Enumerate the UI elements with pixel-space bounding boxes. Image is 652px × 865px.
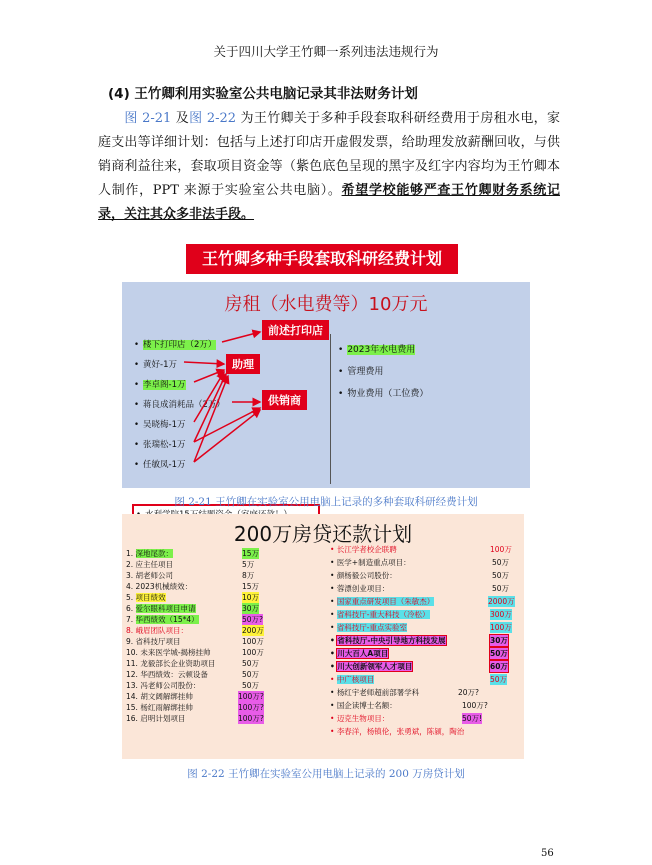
plan-row: • 国家重点研发项目（朱敏杰）	[330, 597, 435, 606]
plan-amount: 5万	[242, 560, 255, 569]
plan-amount: 20万?	[458, 688, 480, 697]
figure1-item: • 吴晓梅-1万	[134, 420, 186, 430]
plan-amount: 50万	[492, 558, 510, 567]
plan-row: • 省科技厅-重大科技（冷松）	[330, 610, 430, 619]
plan-row: 13. 冯老师公司股份：	[126, 681, 201, 690]
body-paragraph	[98, 107, 560, 227]
figure1-item: • 黄好-1万	[134, 360, 177, 370]
plan-amount: 2000万	[488, 597, 515, 606]
label-print-shop: 前述打印店	[262, 320, 329, 340]
plan-amount: 300万	[490, 610, 512, 619]
plan-amount: 50万	[242, 659, 260, 668]
plan-amount: 50万?	[242, 615, 264, 624]
figure-2-22	[122, 514, 524, 759]
figure1-item: • 蒋良成消耗品（2万）	[134, 400, 225, 410]
plan-row: 8. 峨眉团队项目：	[126, 626, 189, 635]
section-heading: (4) 王竹卿利用实验室公共电脑记录其非法财务计划	[108, 86, 418, 102]
figure1-item: • 张瑞松-1万	[134, 440, 186, 450]
plan-row: • 蓉漂创业项目：	[330, 584, 390, 593]
paragraph-emphasis: 希望学校能够严查王竹卿财务系统记录，关注其众多非法手段。	[98, 183, 560, 222]
plan-row: 11. 龙毅部长企业资助项目	[126, 659, 216, 668]
plan-row: • 长江学者校企联聘	[330, 545, 397, 554]
plan-row: 4. 2023机械绩效：	[126, 582, 193, 591]
figure-ref-2-22[interactable]: 图 2-22	[189, 111, 237, 126]
figure1-divider	[330, 334, 331, 484]
plan-amount: 50万	[492, 571, 510, 580]
plan-row: • 杨红宇老师超前部署学科	[330, 688, 420, 697]
figure1-item: • 楼下打印店（2万）	[134, 340, 217, 350]
figure1-big-text: 房租（水电费等）10万元	[224, 294, 428, 315]
plan-row: 10. 未来医学城-揭榜挂帅	[126, 648, 211, 657]
plan-row: • 省科技厅-重点实验室	[330, 623, 408, 632]
label-assistant: 助理	[226, 354, 260, 374]
figure1-right-item: • 2023年水电费用	[338, 345, 416, 355]
arrows-diagram	[122, 282, 530, 488]
figure1-right-item: • 物业费用（工位费）	[338, 389, 429, 399]
plan-amount: 50万	[242, 681, 260, 690]
plan-row: 5. 项目绩效	[126, 593, 166, 602]
plan-amount: 50万!	[462, 714, 483, 723]
figure1-item: • 任敏凤-1万	[134, 460, 186, 470]
plan-amount: 100万?	[238, 692, 264, 701]
plan-row: • 医学+制造重点项目：	[330, 558, 411, 567]
figure-ref-2-21[interactable]: 图 2-21	[124, 111, 172, 126]
plan-row: 3. 胡老师公司	[126, 571, 174, 580]
plan-row: • 国企读博士名额：	[330, 701, 397, 710]
figure2-title: 200万房贷还款计划	[233, 522, 413, 546]
plan-row: 2. 应主任项目	[126, 560, 174, 569]
plan-row: • 川大百人A项目	[330, 649, 389, 658]
plan-row: 6. 爱尔眼科项目申请	[126, 604, 196, 613]
figure1-right-item: • 管理费用	[338, 367, 384, 377]
plan-row: • 中广核项目	[330, 675, 375, 684]
plan-row: 16. 启明计划项目	[126, 714, 186, 723]
plan-amount: 50万	[242, 670, 260, 679]
plan-amount: 100万?	[238, 714, 264, 723]
figure1-item: • 李卓阁-1万	[134, 380, 186, 390]
plan-row: • 颜杨毅公司股份：	[330, 571, 397, 580]
plan-row: • 川大创新领军人才项目	[330, 662, 413, 671]
plan-amount: 100万	[242, 637, 264, 646]
figure2-caption: 图 2-22 王竹卿在实验室公用电脑上记录的 200 万房贷计划	[187, 768, 465, 780]
running-header: 关于四川大学王竹卿一系列违法违规行为	[213, 44, 439, 59]
plan-row: 9. 省科技厅项目	[126, 637, 181, 646]
plan-row: • 迈克生物项目：	[330, 714, 390, 723]
plan-row: 7. 华西绩效（15*4）	[126, 615, 199, 624]
figure1-caption: 图 2-21 王竹卿在实验室公用电脑上记录的多种套取科研经费计划	[174, 496, 478, 508]
plan-amount: 50万	[492, 584, 510, 593]
plan-row: • 省科技厅-中央引导地方科技发展	[330, 636, 446, 645]
plan-amount: 30万	[242, 604, 260, 613]
paragraph-text: 为王竹卿关于多种手段套取科研经费用于房租水电，家庭支出等详细计划：包括与上述打印店开虚假发票，给助理发放薪酬回收，与供销商利益往来，套取项目资金等（紫色底色呈现的黑字及红字内容均为王竹卿本人制作，PPT 来源于实验室公共电脑）。	[98, 111, 560, 198]
plan-amount: 100万	[490, 545, 512, 554]
plan-row: 15. 杨红雨解绑挂帅	[126, 703, 193, 712]
plan-amount: 100万?	[462, 701, 488, 710]
plan-amount: 200万	[242, 626, 264, 635]
plan-amount: 50万	[490, 675, 508, 684]
page-number: 56	[541, 848, 554, 859]
figure1-title: 王竹卿多种手段套取科研经费计划	[186, 244, 458, 274]
plan-amount: 15万	[242, 582, 260, 591]
plan-amount: 15万	[242, 549, 260, 558]
plan-row: 14. 胡文阔解绑挂帅	[126, 692, 193, 701]
plan-row: 1. 深地尾款：	[126, 549, 174, 558]
plan-amount: 50万	[490, 649, 508, 658]
label-supplier: 供销商	[262, 390, 307, 410]
plan-amount: 10万	[242, 593, 260, 602]
plan-amount: 100万?	[238, 703, 264, 712]
figure1-panel	[122, 282, 530, 488]
ref-joiner: 及	[171, 111, 190, 126]
plan-amount: 100万	[242, 648, 264, 657]
plan-row: • 李春洋，杨镇伦，张勇斌，陈颍，陶治	[330, 727, 465, 736]
plan-amount: 100万	[490, 623, 512, 632]
plan-amount: 30万	[490, 636, 508, 645]
plan-amount: 8万	[242, 571, 255, 580]
plan-row: 12. 华西绩效：云顿设备	[126, 670, 208, 679]
plan-amount: 60万	[490, 662, 508, 671]
figure-2-21	[122, 244, 530, 490]
